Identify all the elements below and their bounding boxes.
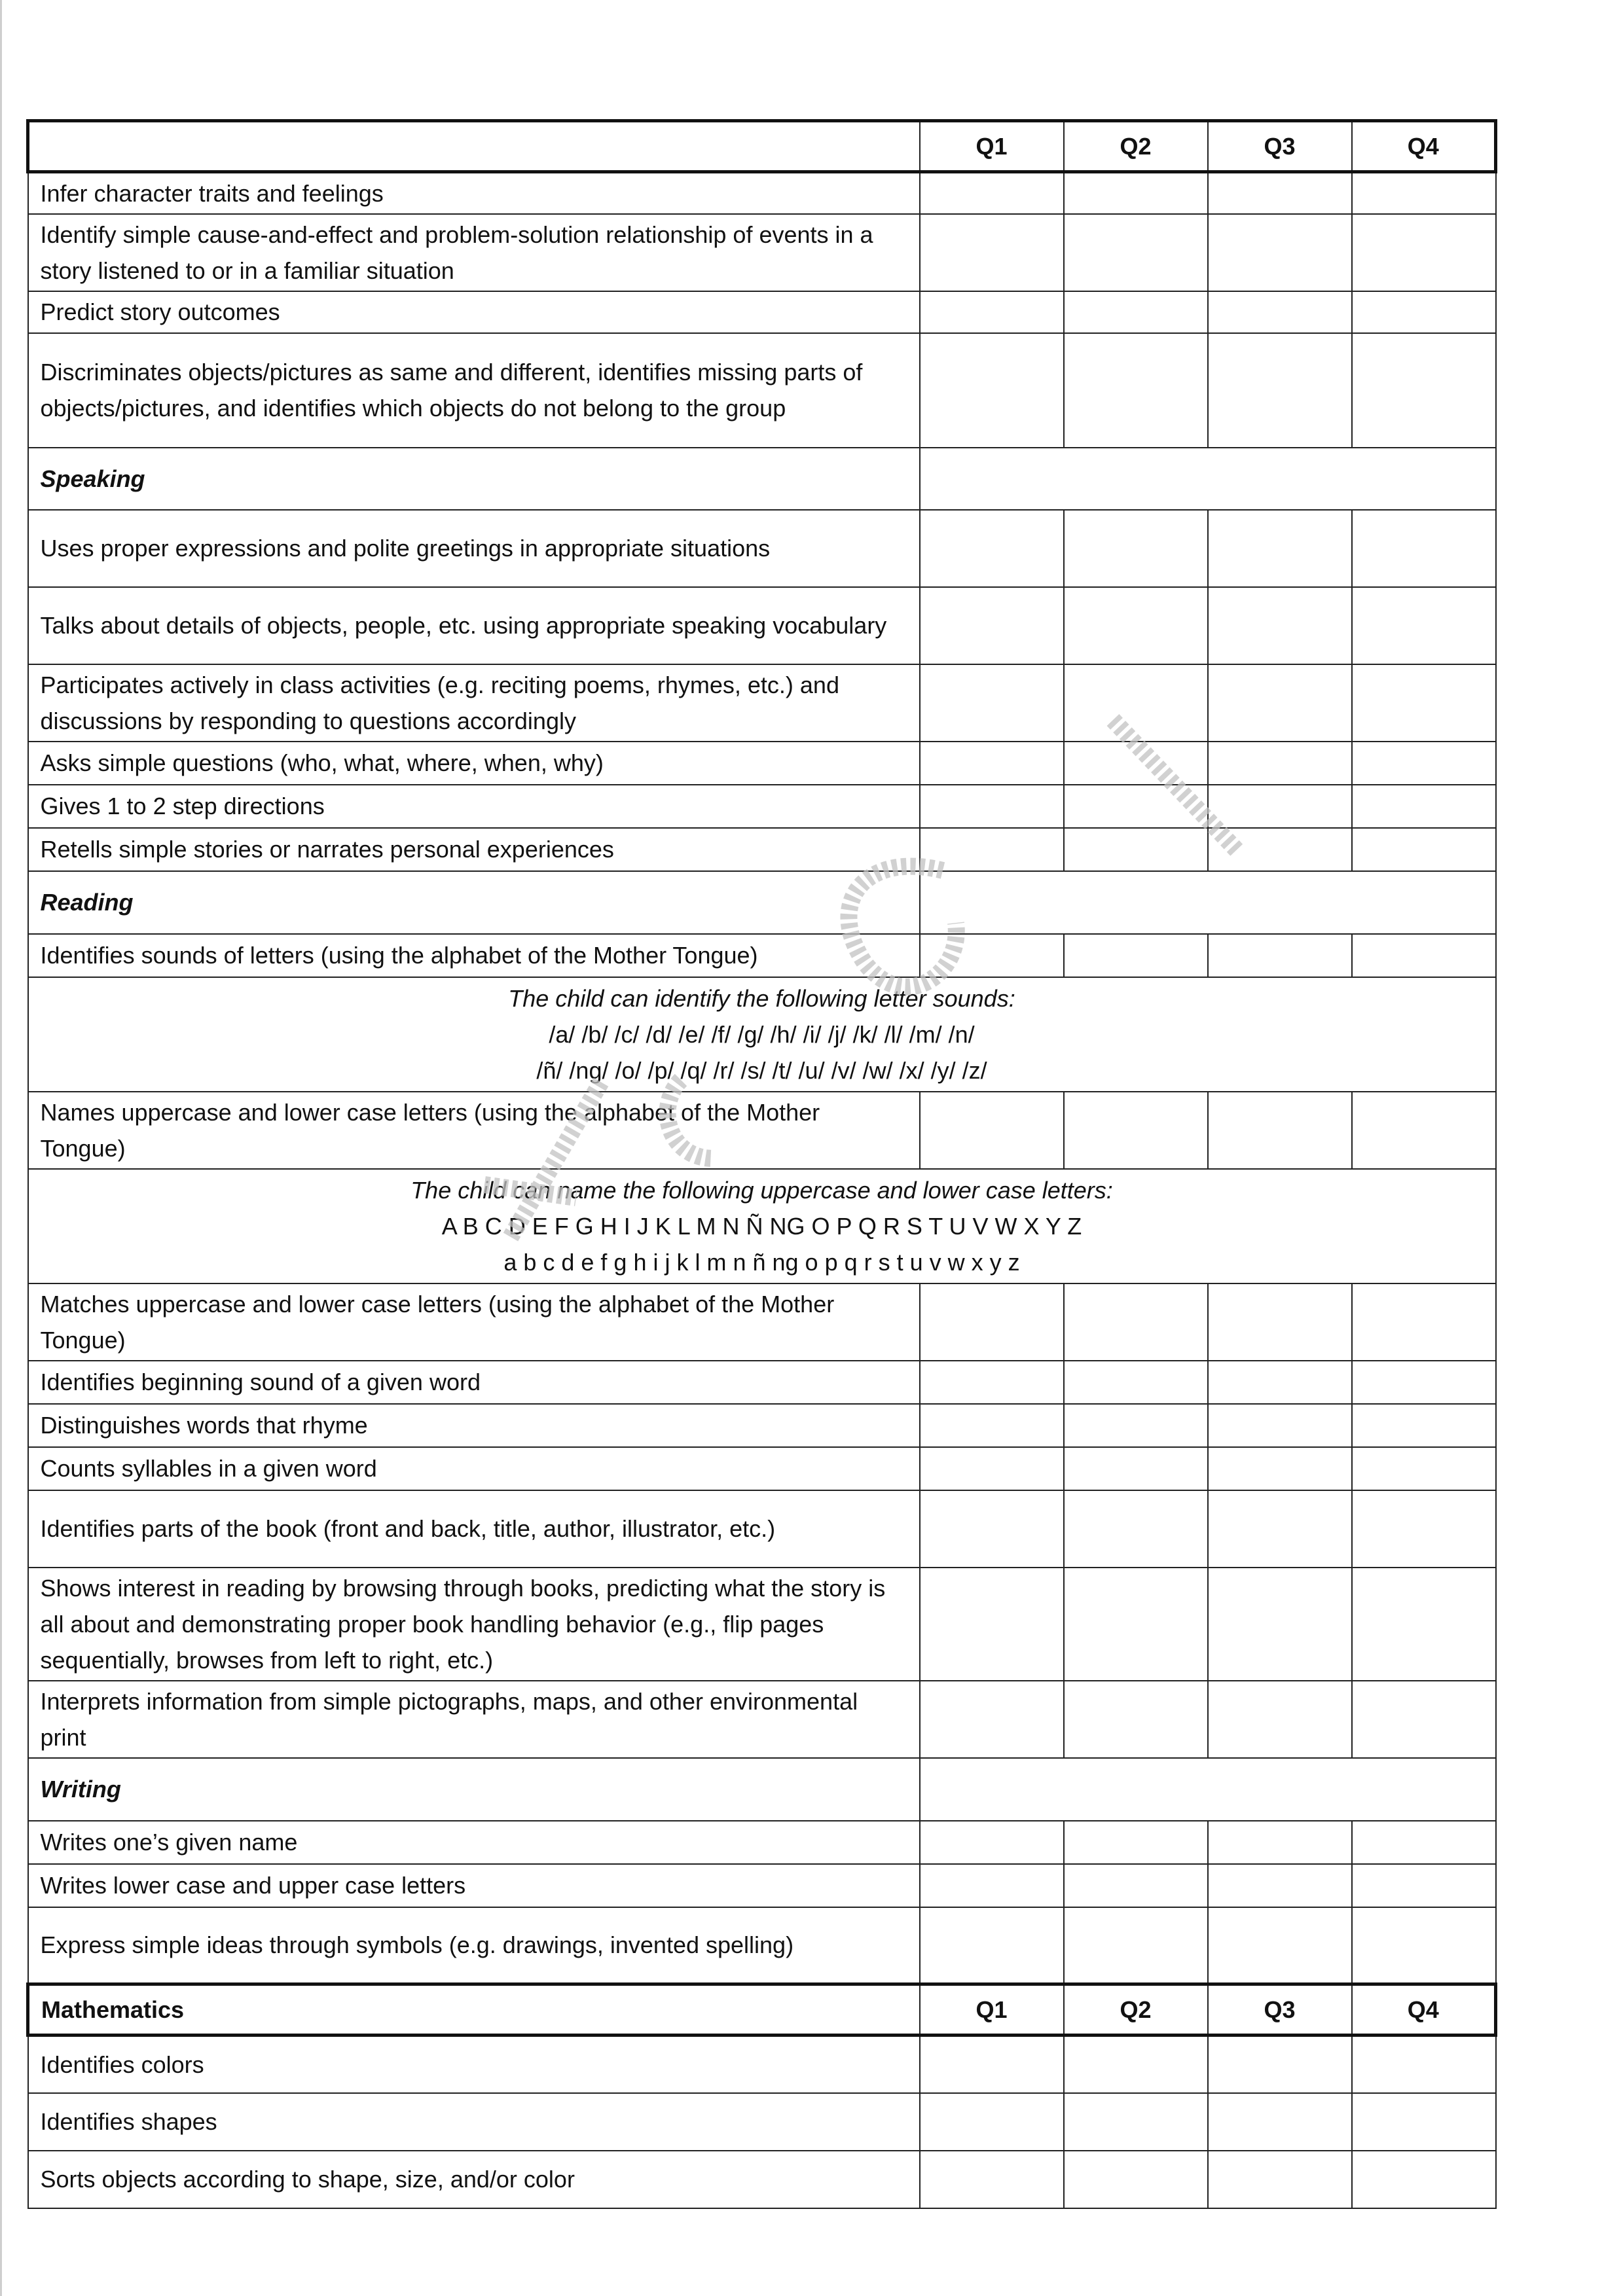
skill-text: Writes one’s given name	[28, 1821, 920, 1864]
header-q3: Q3	[1208, 121, 1352, 172]
table-row	[28, 333, 1496, 448]
rating-cell-q4[interactable]	[1352, 664, 1496, 742]
rating-cell-q1[interactable]	[920, 1283, 1064, 1361]
rating-cell-q4[interactable]	[1352, 1283, 1496, 1361]
rating-cell-q4[interactable]	[1352, 934, 1496, 977]
rating-cell-q4[interactable]	[1352, 2151, 1496, 2208]
note-cell	[28, 1169, 1496, 1283]
skill-text: Talks about details of objects, people, etc. using appropriate speaking vocabulary	[28, 587, 920, 664]
rating-cell-q1[interactable]	[920, 2151, 1064, 2208]
rating-cell-q3[interactable]	[1208, 1907, 1352, 1984]
header-blank-cell	[28, 121, 920, 172]
rating-cell-q3[interactable]	[1208, 2036, 1352, 2093]
section-title: Reading	[28, 871, 920, 934]
math-header-q1: Q1	[920, 1984, 1064, 2036]
table-row	[28, 1283, 1496, 1361]
rating-cell-q4[interactable]	[1352, 291, 1496, 333]
rating-cell-q3[interactable]	[1208, 664, 1352, 742]
rating-cell-q4[interactable]	[1352, 214, 1496, 291]
rating-cell-q2[interactable]	[1064, 510, 1208, 587]
rating-cell-q1[interactable]	[920, 1821, 1064, 1864]
skill-text: Identify simple cause-and-effect and problem-solution relationship of events in a story listened to or in a familiar situation	[28, 214, 920, 291]
table-row	[28, 2151, 1496, 2208]
rating-cell-q3[interactable]	[1208, 1092, 1352, 1169]
table-row	[28, 1907, 1496, 1984]
rating-cell-q4[interactable]	[1352, 1907, 1496, 1984]
rating-cell-q3[interactable]	[1208, 934, 1352, 977]
section-blank	[920, 1758, 1496, 1821]
rating-cell-q4[interactable]	[1352, 1490, 1496, 1568]
table-row	[28, 934, 1496, 977]
section-header-writing	[28, 1758, 1496, 1821]
skill-text: Identifies shapes	[28, 2093, 920, 2151]
rating-cell-q3[interactable]	[1208, 1681, 1352, 1758]
rating-cell-q1[interactable]	[920, 2093, 1064, 2151]
rating-cell-q3[interactable]	[1208, 785, 1352, 828]
section-title: Speaking	[28, 448, 920, 510]
rating-cell-q4[interactable]	[1352, 1681, 1496, 1758]
rating-cell-q2[interactable]	[1064, 828, 1208, 871]
skill-text: Identifies parts of the book (front and back, title, author, illustrator, etc.)	[28, 1490, 920, 1568]
rating-cell-q2[interactable]	[1064, 1447, 1208, 1490]
rating-cell-q3[interactable]	[1208, 333, 1352, 448]
skill-text: Counts syllables in a given word	[28, 1447, 920, 1490]
section-title: Mathematics	[28, 1984, 920, 2036]
rating-cell-q3[interactable]	[1208, 1821, 1352, 1864]
math-header-q2: Q2	[1064, 1984, 1208, 2036]
rating-cell-q1[interactable]	[920, 2036, 1064, 2093]
rating-cell-q1[interactable]	[920, 587, 1064, 664]
skill-text: Gives 1 to 2 step directions	[28, 785, 920, 828]
table-row	[28, 1092, 1496, 1169]
rating-cell-q3[interactable]	[1208, 1490, 1352, 1568]
letter-names-note	[28, 1169, 1496, 1283]
skill-text: Interprets information from simple pictographs, maps, and other environmental print	[28, 1681, 920, 1758]
skill-text: Writes lower case and upper case letters	[28, 1864, 920, 1907]
skill-text: Asks simple questions (who, what, where, when, why)	[28, 742, 920, 785]
section-header-speaking	[28, 448, 1496, 510]
rating-cell-q2[interactable]	[1064, 742, 1208, 785]
rating-cell-q3[interactable]	[1208, 587, 1352, 664]
rating-cell-q1[interactable]	[920, 1361, 1064, 1404]
rating-cell-q4[interactable]	[1352, 1568, 1496, 1681]
rating-cell-q2[interactable]	[1064, 1568, 1208, 1681]
rating-cell-q1[interactable]	[920, 1568, 1064, 1681]
rating-cell-q1[interactable]	[920, 214, 1064, 291]
header-q4: Q4	[1352, 121, 1496, 172]
table-row	[28, 510, 1496, 587]
note-intro: The child can identify the following letter sounds:	[508, 984, 1015, 1012]
skill-text: Retells simple stories or narrates personal experiences	[28, 828, 920, 871]
table-row	[28, 1681, 1496, 1758]
rating-cell-q3[interactable]	[1208, 214, 1352, 291]
rating-cell-q2[interactable]	[1064, 934, 1208, 977]
rating-cell-q1[interactable]	[920, 172, 1064, 214]
table-row	[28, 828, 1496, 871]
rating-cell-q3[interactable]	[1208, 2151, 1352, 2208]
rating-cell-q1[interactable]	[920, 664, 1064, 742]
checklist-table	[26, 119, 1497, 2209]
table-row	[28, 291, 1496, 333]
rating-cell-q2[interactable]	[1064, 1092, 1208, 1169]
table-row	[28, 1568, 1496, 1681]
section-title: Writing	[28, 1758, 920, 1821]
skill-text: Participates actively in class activities (e.g. reciting poems, rhymes, etc.) and discussions by responding to questions accordingly	[28, 664, 920, 742]
skill-text: Identifies colors	[28, 2036, 920, 2093]
table-row	[28, 664, 1496, 742]
section-blank	[920, 448, 1496, 510]
rating-cell-q1[interactable]	[920, 1404, 1064, 1447]
skill-text: Identifies sounds of letters (using the alphabet of the Mother Tongue)	[28, 934, 920, 977]
page-edge	[0, 0, 2, 2296]
rating-cell-q1[interactable]	[920, 1490, 1064, 1568]
rating-cell-q3[interactable]	[1208, 510, 1352, 587]
section-blank	[920, 871, 1496, 934]
rating-cell-q2[interactable]	[1064, 1361, 1208, 1404]
table-row	[28, 1490, 1496, 1568]
table-row	[28, 1404, 1496, 1447]
rating-cell-q3[interactable]	[1208, 1568, 1352, 1681]
rating-cell-q2[interactable]	[1064, 214, 1208, 291]
rating-cell-q3[interactable]	[1208, 1864, 1352, 1907]
rating-cell-q4[interactable]	[1352, 172, 1496, 214]
rating-cell-q2[interactable]	[1064, 172, 1208, 214]
rating-cell-q3[interactable]	[1208, 172, 1352, 214]
note-line: A B C D E F G H I J K L M N Ñ NG O P Q R S T U V W X Y Z	[441, 1212, 1082, 1240]
rating-cell-q3[interactable]	[1208, 1361, 1352, 1404]
rating-cell-q4[interactable]	[1352, 1092, 1496, 1169]
rating-cell-q1[interactable]	[920, 934, 1064, 977]
rating-cell-q3[interactable]	[1208, 2093, 1352, 2151]
rating-cell-q4[interactable]	[1352, 1361, 1496, 1404]
rating-cell-q4[interactable]	[1352, 1821, 1496, 1864]
skill-text: Distinguishes words that rhyme	[28, 1404, 920, 1447]
section-header-reading	[28, 871, 1496, 934]
header-q2: Q2	[1064, 121, 1208, 172]
rating-cell-q4[interactable]	[1352, 2036, 1496, 2093]
rating-cell-q3[interactable]	[1208, 742, 1352, 785]
rating-cell-q1[interactable]	[920, 828, 1064, 871]
rating-cell-q2[interactable]	[1064, 1283, 1208, 1361]
rating-cell-q4[interactable]	[1352, 785, 1496, 828]
rating-cell-q2[interactable]	[1064, 1404, 1208, 1447]
header-q1: Q1	[920, 121, 1064, 172]
table-row	[28, 587, 1496, 664]
note-cell	[28, 977, 1496, 1092]
rating-cell-q2[interactable]	[1064, 1821, 1208, 1864]
table-row	[28, 2036, 1496, 2093]
rating-cell-q1[interactable]	[920, 1447, 1064, 1490]
table-row	[28, 2093, 1496, 2151]
rating-cell-q4[interactable]	[1352, 510, 1496, 587]
letter-sounds-note	[28, 977, 1496, 1092]
rating-cell-q2[interactable]	[1064, 587, 1208, 664]
rating-cell-q2[interactable]	[1064, 785, 1208, 828]
skill-text: Uses proper expressions and polite greetings in appropriate situations	[28, 510, 920, 587]
rating-cell-q1[interactable]	[920, 1092, 1064, 1169]
rating-cell-q3[interactable]	[1208, 1283, 1352, 1361]
rating-cell-q4[interactable]	[1352, 742, 1496, 785]
rating-cell-q2[interactable]	[1064, 1864, 1208, 1907]
skill-text: Predict story outcomes	[28, 291, 920, 333]
note-line: /a/ /b/ /c/ /d/ /e/ /f/ /g/ /h/ /i/ /j/ /k/ /l/ /m/ /n/	[549, 1020, 975, 1048]
skill-text: Discriminates objects/pictures as same and different, identifies missing parts of objects/pictures, and identifies which objects do not belong to the group	[28, 333, 920, 448]
rating-cell-q4[interactable]	[1352, 828, 1496, 871]
rating-cell-q2[interactable]	[1064, 2151, 1208, 2208]
rating-cell-q1[interactable]	[920, 1907, 1064, 1984]
skill-text: Express simple ideas through symbols (e.g. drawings, invented spelling)	[28, 1907, 920, 1984]
skill-text: Names uppercase and lower case letters (using the alphabet of the Mother Tongue)	[28, 1092, 920, 1169]
rating-cell-q1[interactable]	[920, 785, 1064, 828]
rating-cell-q3[interactable]	[1208, 828, 1352, 871]
skill-text: Shows interest in reading by browsing through books, predicting what the story is all about and demonstrating proper book handling behavior (e.g., flip pages sequentially, browses from left to right, etc.)	[28, 1568, 920, 1681]
table-row	[28, 742, 1496, 785]
rating-cell-q1[interactable]	[920, 742, 1064, 785]
rating-cell-q1[interactable]	[920, 1864, 1064, 1907]
rating-cell-q4[interactable]	[1352, 587, 1496, 664]
table-row	[28, 1864, 1496, 1907]
rating-cell-q3[interactable]	[1208, 291, 1352, 333]
rating-cell-q2[interactable]	[1064, 1490, 1208, 1568]
table-row	[28, 1361, 1496, 1404]
rating-cell-q2[interactable]	[1064, 2036, 1208, 2093]
table-row	[28, 1821, 1496, 1864]
skill-text: Sorts objects according to shape, size, and/or color	[28, 2151, 920, 2208]
math-header-q4: Q4	[1352, 1984, 1496, 2036]
skill-text: Infer character traits and feelings	[28, 172, 920, 214]
rating-cell-q1[interactable]	[920, 291, 1064, 333]
rating-cell-q2[interactable]	[1064, 2093, 1208, 2151]
rating-cell-q2[interactable]	[1064, 1681, 1208, 1758]
rating-cell-q1[interactable]	[920, 1681, 1064, 1758]
rating-cell-q3[interactable]	[1208, 1447, 1352, 1490]
skill-text: Identifies beginning sound of a given word	[28, 1361, 920, 1404]
note-line: /ñ/ /ng/ /o/ /p/ /q/ /r/ /s/ /t/ /u/ /v/ /w/ /x/ /y/ /z/	[536, 1056, 987, 1084]
rating-cell-q1[interactable]	[920, 510, 1064, 587]
rating-cell-q4[interactable]	[1352, 1447, 1496, 1490]
skill-text: Matches uppercase and lower case letters (using the alphabet of the Mother Tongue)	[28, 1283, 920, 1361]
table-row	[28, 214, 1496, 291]
rating-cell-q3[interactable]	[1208, 1404, 1352, 1447]
rating-cell-q1[interactable]	[920, 333, 1064, 448]
table-row	[28, 1447, 1496, 1490]
rating-cell-q4[interactable]	[1352, 1864, 1496, 1907]
rating-cell-q2[interactable]	[1064, 291, 1208, 333]
rating-cell-q2[interactable]	[1064, 664, 1208, 742]
table-row	[28, 172, 1496, 214]
note-line: a b c d e f g h i j k l m n ñ ng o p q r s t u v w x y z	[503, 1248, 1020, 1276]
rating-cell-q4[interactable]	[1352, 333, 1496, 448]
math-header-q3: Q3	[1208, 1984, 1352, 2036]
quarter-header-row	[28, 121, 1496, 172]
rating-cell-q2[interactable]	[1064, 333, 1208, 448]
rating-cell-q4[interactable]	[1352, 2093, 1496, 2151]
note-intro: The child can name the following uppercase and lower case letters:	[410, 1176, 1113, 1204]
rating-cell-q2[interactable]	[1064, 1907, 1208, 1984]
mathematics-header-row	[28, 1984, 1496, 2036]
rating-cell-q4[interactable]	[1352, 1404, 1496, 1447]
table-row	[28, 785, 1496, 828]
